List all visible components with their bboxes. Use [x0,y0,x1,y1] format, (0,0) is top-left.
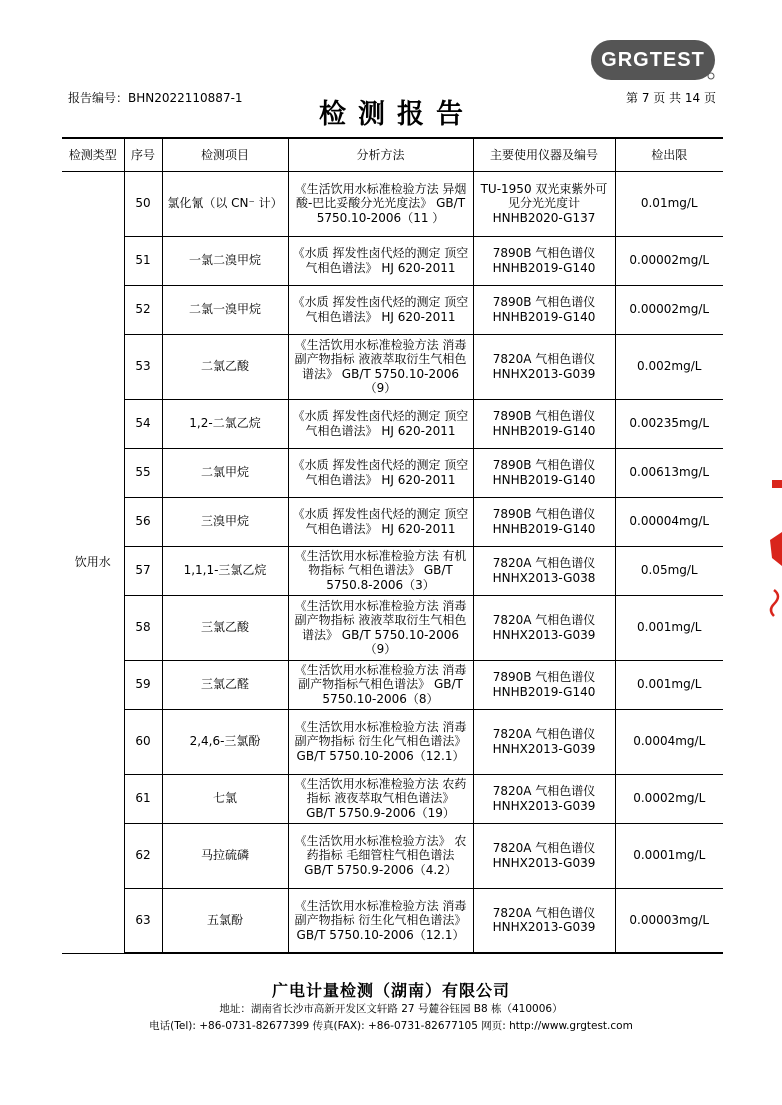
method-cell: 《生活饮用水标准检验方法 有机物指标 气相色谱法》 GB/T 5750.8-2006（3） [288,546,473,595]
detection-limit-cell: 0.00235mg/L [615,399,723,448]
instrument-cell: 7820A 气相色谱仪 HNHX2013-G039 [473,595,615,660]
method-cell: 《生活饮用水标准检验方法 异烟酸-巴比妥酸分光光度法》 GB/T 5750.10-2006（11 ） [288,171,473,236]
col-header-limit: 检出限 [615,138,723,171]
method-cell: 《生活饮用水标准检验方法 消毒副产物指标 衍生化气相色谱法》 GB/T 5750.10-2006（12.1） [288,888,473,953]
table-row [62,660,723,709]
row-number-cell: 53 [124,334,162,399]
detection-limit-cell: 0.0002mg/L [615,774,723,823]
row-number-cell: 63 [124,888,162,953]
instrument-cell: 7890B 气相色谱仪 HNHB2019-G140 [473,285,615,334]
test-item-cell: 1,2-二氯乙烷 [162,399,288,448]
instrument-cell: 7890B 气相色谱仪 HNHB2019-G140 [473,448,615,497]
category-cell: 饮用水 [62,171,124,953]
table-row [62,171,723,236]
table-row [62,285,723,334]
detection-limit-cell: 0.002mg/L [615,334,723,399]
row-number-cell: 61 [124,774,162,823]
footer-company: 广电计量检测（湖南）有限公司 [271,981,510,1000]
report-number: 报告编号：BHN2022110887-1 [68,91,243,105]
table-body [62,171,723,953]
footer-contact: 电话(Tel): +86-0731-82677399 传真(FAX): +86-0731-82677105 网页: http://www.grgtest.com [149,1020,633,1032]
method-cell: 《生活饮用水标准检验方法》 农药指标 毛细管柱气相色谱法 GB/T 5750.9-2006（4.2） [288,823,473,888]
row-number-cell: 57 [124,546,162,595]
test-item-cell: 氯化氰（以 CN⁻ 计） [162,171,288,236]
detection-limit-cell: 0.00002mg/L [615,236,723,285]
table-row [62,823,723,888]
instrument-cell: 7820A 气相色谱仪 HNHX2013-G039 [473,709,615,774]
row-number-cell: 58 [124,595,162,660]
test-item-cell: 三氯乙酸 [162,595,288,660]
table-row [62,334,723,399]
detection-limit-cell: 0.01mg/L [615,171,723,236]
detection-limit-cell: 0.05mg/L [615,546,723,595]
test-item-cell: 三氯乙醛 [162,660,288,709]
method-cell: 《生活饮用水标准检验方法 消毒副产物指标气相色谱法》 GB/T 5750.10-2006（8） [288,660,473,709]
method-cell: 《水质 挥发性卤代烃的测定 顶空气相色谱法》 HJ 620-2011 [288,236,473,285]
table-row [62,888,723,953]
detection-limit-cell: 0.0004mg/L [615,709,723,774]
row-number-cell: 52 [124,285,162,334]
test-item-cell: 三溴甲烷 [162,497,288,546]
col-header-method: 分析方法 [288,138,473,171]
instrument-cell: 7890B 气相色谱仪 HNHB2019-G140 [473,660,615,709]
instrument-cell: 7820A 气相色谱仪 HNHX2013-G039 [473,334,615,399]
row-number-cell: 55 [124,448,162,497]
instrument-cell: 7890B 气相色谱仪 HNHB2019-G140 [473,236,615,285]
row-number-cell: 56 [124,497,162,546]
table-row [62,236,723,285]
row-number-cell: 60 [124,709,162,774]
test-item-cell: 马拉硫磷 [162,823,288,888]
method-cell: 《水质 挥发性卤代烃的测定 顶空气相色谱法》 HJ 620-2011 [288,399,473,448]
row-number-cell: 50 [124,171,162,236]
method-cell: 《生活饮用水标准检验方法 农药指标 液夜萃取气相色谱法》 GB/T 5750.9-2006（19） [288,774,473,823]
table-row [62,399,723,448]
detection-limit-cell: 0.00003mg/L [615,888,723,953]
method-cell: 《生活饮用水标准检验方法 消毒副产物指标 液液萃取衍生气相色谱法》 GB/T 5750.10-2006（9） [288,334,473,399]
test-item-cell: 二氯一溴甲烷 [162,285,288,334]
col-header-type: 检测类型 [62,138,124,171]
test-item-cell: 1,1,1-三氯乙烷 [162,546,288,595]
method-cell: 《水质 挥发性卤代烃的测定 顶空气相色谱法》 HJ 620-2011 [288,285,473,334]
test-item-cell: 二氯甲烷 [162,448,288,497]
instrument-cell: 7820A 气相色谱仪 HNHX2013-G039 [473,888,615,953]
footer-address: 地址：湖南省长沙市高新开发区文轩路 27 号麓谷钰园 B8 栋（410006） [219,1003,563,1015]
col-header-no: 序号 [124,138,162,171]
instrument-cell: 7820A 气相色谱仪 HNHX2013-G039 [473,774,615,823]
page-info: 第 7 页 共 14 页 [626,91,716,105]
test-item-cell: 七氯 [162,774,288,823]
method-cell: 《生活饮用水标准检验方法 消毒副产物指标 衍生化气相色谱法》 GB/T 5750.10-2006（12.1） [288,709,473,774]
row-number-cell: 62 [124,823,162,888]
logo-text: GRGTEST [601,48,705,71]
table-row [62,448,723,497]
detection-limit-cell: 0.0001mg/L [615,823,723,888]
instrument-cell: 7820A 气相色谱仪 HNHX2013-G039 [473,823,615,888]
col-header-instrument: 主要使用仪器及编号 [473,138,615,171]
method-cell: 《生活饮用水标准检验方法 消毒副产物指标 液液萃取衍生气相色谱法》 GB/T 5750.10-2006（9） [288,595,473,660]
row-number-cell: 54 [124,399,162,448]
detection-limit-cell: 0.00613mg/L [615,448,723,497]
instrument-cell: 7820A 气相色谱仪 HNHX2013-G038 [473,546,615,595]
method-cell: 《水质 挥发性卤代烃的测定 顶空气相色谱法》 HJ 620-2011 [288,497,473,546]
instrument-cell: 7890B 气相色谱仪 HNHB2019-G140 [473,497,615,546]
instrument-cell: 7890B 气相色谱仪 HNHB2019-G140 [473,399,615,448]
page-title: 检测报告 [319,99,475,130]
detection-limit-cell: 0.001mg/L [615,660,723,709]
test-item-cell: 一氯二溴甲烷 [162,236,288,285]
table-header-row [62,138,723,171]
table-row [62,595,723,660]
red-seal-fragment [766,470,782,640]
test-item-cell: 五氯酚 [162,888,288,953]
col-header-item: 检测项目 [162,138,288,171]
row-number-cell: 51 [124,236,162,285]
detection-limit-cell: 0.00002mg/L [615,285,723,334]
table-row [62,497,723,546]
instrument-cell: TU-1950 双光束紫外可见分光光度计 HNHB2020-G137 [473,171,615,236]
results-table [62,137,723,954]
detection-limit-cell: 0.00004mg/L [615,497,723,546]
grgtest-logo [591,40,715,80]
test-item-cell: 二氯乙酸 [162,334,288,399]
table-row [62,546,723,595]
detection-limit-cell: 0.001mg/L [615,595,723,660]
row-number-cell: 59 [124,660,162,709]
table-row [62,774,723,823]
table-row [62,709,723,774]
test-item-cell: 2,4,6-三氯酚 [162,709,288,774]
method-cell: 《水质 挥发性卤代烃的测定 顶空气相色谱法》 HJ 620-2011 [288,448,473,497]
